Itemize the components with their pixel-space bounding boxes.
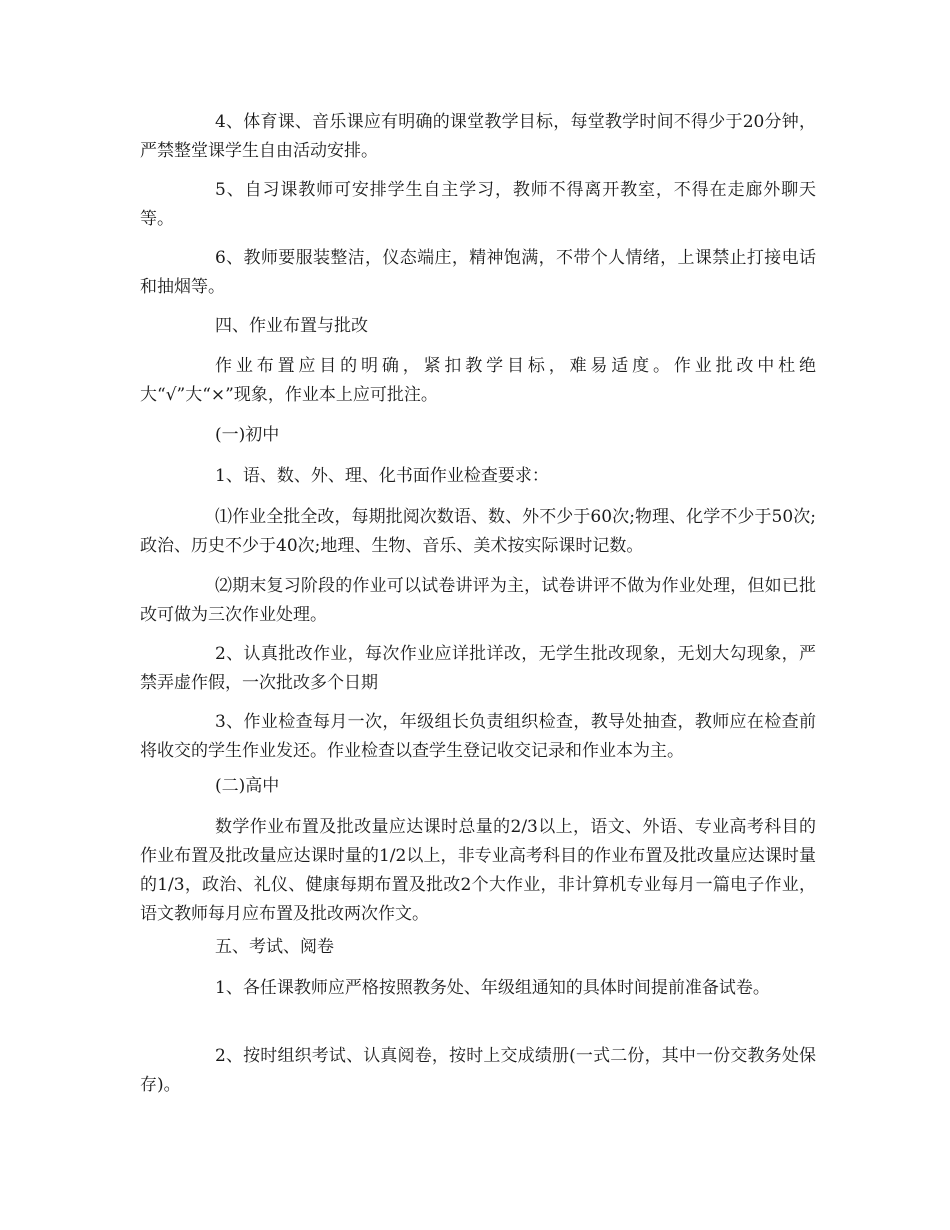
paragraph-final-review: ⑵期末复习阶段的作业可以试卷讲评为主，试卷讲评不做为作业处理，但如已批改可做为三次作业处理。 — [140, 576, 816, 625]
paragraph-homework-intro: 作业布置应目的明确，紧扣教学目标，难易适度。作业批改中杜绝大“√”大“×”现象，作业本上应可批注。 — [140, 356, 816, 405]
paragraph-teacher-appearance: 6、教师要服装整洁，仪态端庄，精神饱满，不带个人情绪，上课禁止打接电话和抽烟等。 — [140, 248, 816, 297]
paragraph-careful-grading: 2、认真批改作业，每次作业应详批详改，无学生批改现象，无划大勾现象，严禁弄虚作假，一次批改多个日期 — [140, 644, 816, 693]
paragraph-grading-counts: ⑴作业全批全改，每期批阅次数语、数、外不少于60次;物理、化学不少于50次;政治、历史不少于40次;地理、生物、音乐、美术按实际课时记数。 — [140, 507, 816, 556]
paragraph-prepare-papers: 1、各任课教师应严格按照教务处、年级组通知的具体时间提前准备试卷。 — [215, 978, 770, 998]
paragraph-pe-music-class: 4、体育课、音乐课应有明确的课堂教学目标，每堂教学时间不得少于20分钟，严禁整堂课学生自由活动安排。 — [140, 112, 816, 161]
paragraph-organize-exams: 2、按时组织考试、认真阅卷，按时上交成绩册(一式二份，其中一份交教务处保存)。 — [140, 1046, 816, 1095]
subheading-junior-high: (一)初中 — [215, 425, 280, 445]
subheading-senior-high: (二)高中 — [215, 776, 280, 796]
paragraph-self-study: 5、自习课教师可安排学生自主学习，教师不得离开教室，不得在走廊外聊天等。 — [140, 180, 816, 229]
paragraph-written-homework-requirements: 1、语、数、外、理、化书面作业检查要求： — [215, 466, 549, 486]
paragraph-senior-homework-volume: 数学作业布置及批改量应达课时总量的2/3以上，语文、外语、专业高考科目的作业布置及批改量应达课时量的1/2以上，非专业高考科目的作业布置及批改量应达课时量的1/3，政治、礼仪、健康每期布置及批改2个大作业，非计算机专业每月一篇电子作业，语文教师每月应布置及批改两次作文。 — [140, 817, 816, 924]
section-heading-homework: 四、作业布置与批改 — [215, 316, 368, 336]
section-heading-exams: 五、考试、阅卷 — [215, 937, 334, 957]
paragraph-monthly-check: 3、作业检查每月一次，年级组长负责组织检查，教导处抽查，教师应在检查前将收交的学生作业发还。作业检查以查学生登记收交记录和作业本为主。 — [140, 712, 816, 761]
